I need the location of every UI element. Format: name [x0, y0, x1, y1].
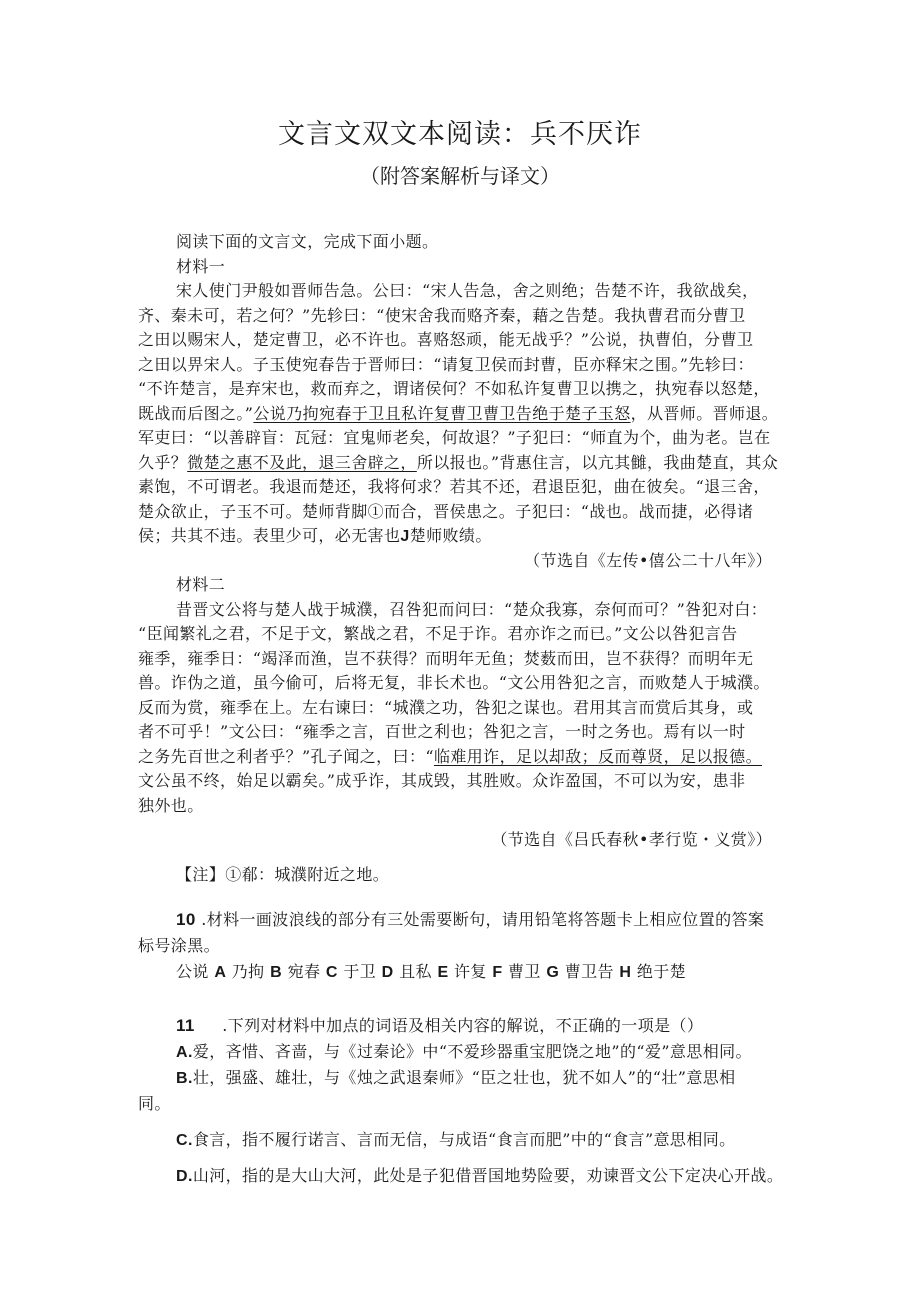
option-letter: A.	[176, 1044, 193, 1061]
answer-marker-a[interactable]: A	[214, 964, 227, 981]
question-11-stem	[138, 1013, 790, 1039]
material2-line: 雍季，雍季日：“竭泽而渔，岂不获得？而明年无鱼；焚薮而田，岂不获得？而明年无	[138, 648, 754, 668]
material1-line: 之田以赐宋人，楚定曹卫，必不许也。喜赂怒顽，能无战乎？”公说，执曹伯，分曹卫	[138, 330, 754, 349]
text-segment: 所以报也。”背惠住言，以亢其雠，我曲楚直，其众	[416, 452, 779, 472]
answer-marker-b[interactable]: B	[270, 964, 283, 981]
option-b-cont: 同。	[138, 1094, 171, 1113]
material1-line: 素饱，不可谓老。我退而楚还，我将何求？若其不还，君退臣犯，曲在彼矣。“退三舍，	[138, 477, 770, 496]
answer-marker-h[interactable]: H	[619, 964, 632, 981]
underlined-sentence: 微楚之惠不及此，退三舍辟之，	[187, 452, 417, 472]
material2-line: 文公虽不终，始足以霸矣。”成乎诈，其成毁，其胜败。众诈盈国，不可以为安，患非	[138, 771, 746, 790]
material1-line: 之田以畀宋人。子玉使宛春告于晋师曰：“请复卫侯而封曹，臣亦释宋之围。”先轸曰：	[138, 354, 754, 374]
segment-text: 绝于楚	[636, 962, 687, 981]
text-segment: 之务先百世之利者乎？”孔子闻之，曰：“	[138, 746, 434, 766]
option-b[interactable]	[138, 1065, 790, 1091]
material2-line: 独外也。	[138, 795, 204, 815]
answer-marker-d[interactable]: D	[381, 964, 394, 981]
text-segment: 楚师败绩。	[409, 526, 492, 545]
material2-line: 兽。诈伪之道，虽今偷可，后将无复，非长术也。“文公用咎犯之言，而败楚人于城濮。	[138, 673, 770, 692]
material2-label: 材料二	[176, 575, 226, 594]
material2-line: 反而为赏，雍季在上。左右谏曰：“城濮之功，咎犯之谋也。君用其言而赏后其身，或	[138, 697, 754, 717]
wavy-underlined-passage: 公说乃拘宛春于卫且私许复曹卫曹卫告绝于楚子玉怒	[253, 403, 631, 423]
answer-marker-f[interactable]: F	[492, 964, 503, 981]
text-segment: ，从晋师。晋师退。	[630, 403, 779, 423]
segment-text: 于卫	[343, 962, 377, 981]
option-text: 爱，吝惜、吝啬，与《过秦论》中“不爱珍器重宝肥饶之地”的“爱”意思相同。	[192, 1042, 752, 1061]
segment-text: 且私	[399, 962, 432, 981]
question-text: .材料一画波浪线的部分有三处需要断句，请用铅笔将答题卡上相应位置的答案	[201, 910, 765, 929]
segment-text: 乃拘	[231, 962, 265, 981]
page-title: 文言文双文本阅读：兵不厌诈	[278, 119, 642, 150]
option-letter: C.	[176, 1132, 193, 1149]
document-body	[138, 230, 790, 1189]
option-d[interactable]	[138, 1163, 790, 1189]
question-number: 10	[176, 910, 196, 929]
material2-source: （节选自《吕氏春秋•孝行览・义赏》）	[491, 830, 772, 849]
material1-line	[138, 402, 790, 427]
segment-text: 曹卫告	[564, 962, 614, 981]
material1-source: （节选自《左传•僖公二十八年》）	[524, 550, 772, 570]
option-letter: B.	[176, 1070, 193, 1087]
option-a[interactable]	[138, 1039, 790, 1065]
material1-line: 军吏曰：“以善辟盲：瓦冠：宜鬼师老矣，何故退？”子犯曰：“师直为个，曲为老。岂在	[138, 428, 771, 447]
material1-line	[138, 524, 790, 549]
question-text: .下列对材料中加点的词语及相关内容的解说，不正确的一项是（）	[222, 1016, 704, 1035]
material1-line	[138, 451, 790, 476]
material1-label: 材料一	[176, 256, 226, 276]
option-text: 山河，指的是大山大河，此处是子犯借晋国地势险要，劝谏晋文公下定决心开战。	[192, 1166, 784, 1185]
material2-line: “臣闻繁礼之君，不足于文，繁战之君，不足于诈。君亦诈之而已。”文公以咎犯言告	[138, 624, 738, 643]
material2-line: 昔晋文公将与楚人战于城濮，召咎犯而问曰：“楚众我寡，奈何而可？”咎犯对白：	[176, 599, 768, 619]
footnote: 【注】①郩：城濮附近之地。	[176, 864, 390, 884]
option-text: 食言，指不履行诺言、言而无信，与成语“食言而肥”中的“食言”意思相同。	[192, 1130, 736, 1149]
intro-instruction: 阅读下面的文言文，完成下面小题。	[176, 232, 439, 251]
material1-line: 齐、秦未可，若之何？”先轸曰：“使宋舍我而赂齐秦，藉之告楚。我执曹君而分曹卫	[138, 305, 746, 325]
answer-marker-g[interactable]: G	[546, 964, 560, 981]
text-segment: 既战而后图之。”	[138, 403, 254, 423]
segment-text: 公说	[176, 962, 209, 981]
material1-line: 楚众欲止，子玉不可。楚师背脚①而合，晋侯患之。子犯曰：“战也。战而捷，必得诸	[138, 501, 754, 521]
material1-line: 宋人使门尹般如晋师告急。公曰：“宋人告急，舍之则绝；告楚不许，我欲战矣，	[176, 281, 759, 300]
question-10-stem	[138, 907, 790, 933]
option-letter: D.	[176, 1168, 193, 1185]
option-text: 壮，强盛、雄壮，与《烛之武退秦师》“臣之壮也，犹不如人”的“壮”意思相	[192, 1068, 736, 1087]
question-10-stem-cont: 标号涂黑。	[138, 936, 221, 955]
text-segment: J	[400, 528, 410, 545]
question-10-segments	[138, 959, 790, 985]
material2-line	[138, 745, 790, 770]
material1-line: “不许楚言，是弃宋也，救而弃之，谓诸侯何？不如私许复曹卫以携之，执宛春以怒楚，	[138, 379, 770, 398]
underlined-sentence: 临难用诈，足以却敌；反而尊贤，足以报德。	[433, 746, 762, 766]
answer-marker-e[interactable]: E	[437, 964, 449, 981]
segment-text: 曹卫	[508, 962, 541, 981]
question-number: 11	[176, 1016, 195, 1035]
text-segment: 侯；共其不违。表里少可，必无害也	[138, 526, 401, 545]
segment-text: 许复	[454, 962, 487, 981]
material2-line: 者不可乎！”文公曰：“雍季之言，百世之利也；咎犯之言，一时之务也。焉有以一时	[138, 722, 746, 741]
page-subtitle: （附答案解析与译文）	[360, 164, 560, 188]
answer-marker-c[interactable]: C	[325, 964, 338, 981]
option-c[interactable]	[138, 1127, 790, 1153]
segment-text: 宛春	[287, 962, 321, 981]
text-segment: 久乎？	[138, 452, 188, 472]
